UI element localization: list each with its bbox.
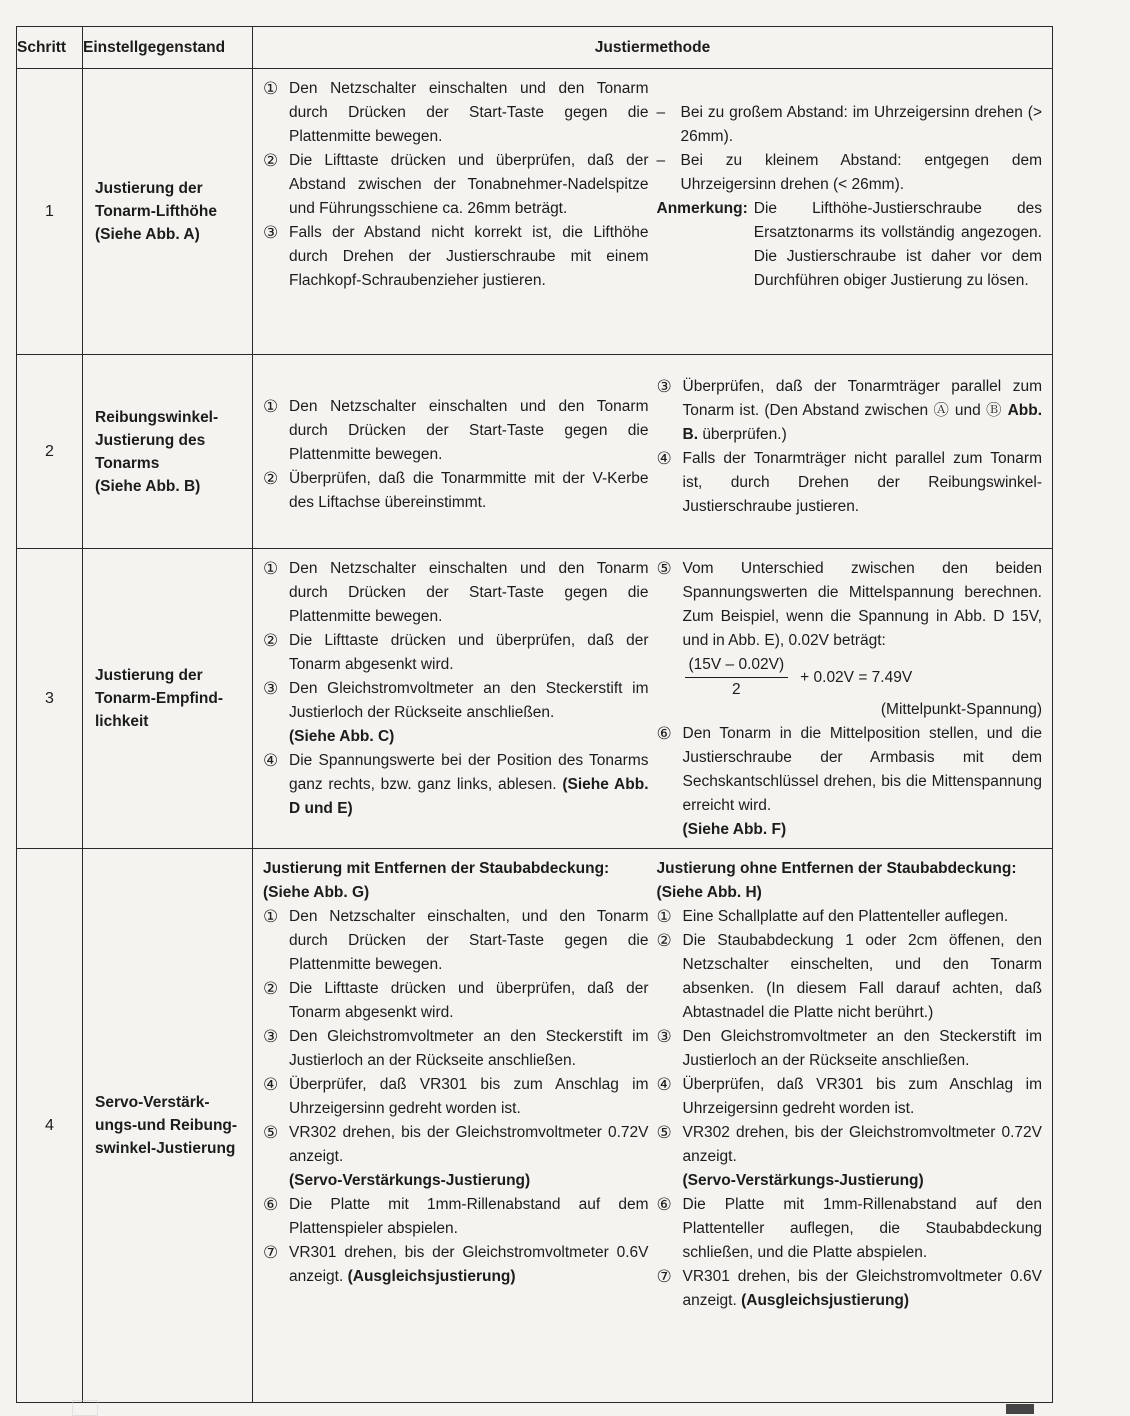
list-item xyxy=(657,929,1043,1025)
header-step: Schritt xyxy=(17,27,83,69)
step-text: Bei zu großem Abstand: im Uhrzeigersinn drehen (> 26mm). xyxy=(680,104,1042,145)
note xyxy=(657,197,1043,293)
step-marker: ⑤ xyxy=(263,1123,279,1142)
step-marker: ② xyxy=(263,979,279,998)
step-marker: ② xyxy=(263,469,279,488)
adjustment-subject xyxy=(83,355,253,549)
subject-line: lichkeit xyxy=(95,713,149,730)
list-item xyxy=(263,905,649,977)
method-left-column xyxy=(259,557,653,842)
method-right-column xyxy=(653,557,1047,842)
method-left-column xyxy=(259,363,653,542)
step-text: Überprüfer, daß VR301 bis zum Anschlag im Uhrzeigersinn gedreht worden ist. xyxy=(289,1076,649,1117)
subject-line: Tonarms xyxy=(95,454,160,472)
step-marker: ⑦ xyxy=(263,1243,279,1262)
subject-line: Justierung der xyxy=(95,180,203,197)
table-header-row xyxy=(17,27,1053,69)
method-right-column xyxy=(653,363,1047,542)
step-text: Die Lifttaste drücken und überprüfen, daß der Tonarm abgesenkt wird. xyxy=(289,980,649,1021)
figure-reference: Abb. B. xyxy=(682,402,1042,443)
list-item xyxy=(263,467,649,515)
list-item xyxy=(263,77,649,149)
step-text-paren: (Den Abstand zwischen Ⓐ und Ⓑ xyxy=(764,402,1003,419)
figure-reference: (Siehe Abb. F) xyxy=(682,821,787,838)
step-number: 4 xyxy=(17,849,83,1403)
header-subject: Einstellgegenstand xyxy=(83,27,253,69)
list-item xyxy=(657,905,1043,929)
step-marker: ⑦ xyxy=(656,1267,672,1286)
adjustment-method xyxy=(253,849,1053,1403)
step-text: Die Spannungswerte bei der Position des Tonarms ganz rechts, bzw. ganz links, ablesen. xyxy=(289,752,649,793)
step-marker: ② xyxy=(656,931,672,950)
list-item xyxy=(657,1073,1043,1121)
list-item xyxy=(263,395,649,467)
step-text: VR301 drehen, bis der Gleichstromvoltmeter 0.6V anzeigt. xyxy=(289,1244,649,1285)
step-text: Überprüfen, daß der Tonarmträger parallel zum Tonarm ist. xyxy=(682,378,1042,419)
formula-numerator: (15V – 0.02V) xyxy=(685,653,789,678)
list-item xyxy=(263,977,649,1025)
subject-line: (Siehe Abb. A) xyxy=(95,226,200,243)
step-bold-note: (Servo-Verstärkungs-Justierung) xyxy=(289,1172,531,1189)
list-item xyxy=(263,149,649,221)
step-text: Den Tonarm in die Mittelposition stellen, und die Justierschraube der Armbasis mit dem Sechskantschlüssel drehen, bis die Mittenspannung erreicht wird. xyxy=(682,725,1042,814)
step-marker: ③ xyxy=(656,1027,672,1046)
list-item xyxy=(263,1025,649,1073)
table-row xyxy=(17,849,1053,1403)
subject-line: Reibungswinkel- xyxy=(95,408,219,426)
adjustment-table xyxy=(16,26,1053,1403)
list-item xyxy=(657,1121,1043,1193)
list-item xyxy=(657,375,1043,447)
step-text: VR302 drehen, bis der Gleichstromvoltmeter 0.72V anzeigt. xyxy=(289,1124,649,1165)
method-right-column xyxy=(653,857,1047,1396)
step-marker: ⑥ xyxy=(656,1195,672,1214)
step-marker: ③ xyxy=(263,1027,279,1046)
list-item xyxy=(657,557,1043,653)
table-row xyxy=(17,549,1053,849)
list-item xyxy=(263,677,649,749)
method-left-column xyxy=(259,857,653,1396)
step-marker: ③ xyxy=(263,223,279,242)
step-number: 3 xyxy=(17,549,83,849)
note-label: Anmerkung: xyxy=(656,200,748,217)
step-marker: ④ xyxy=(656,1075,672,1094)
step-marker: ③ xyxy=(656,377,672,396)
subject-line: Servo-Verstärk- xyxy=(95,1094,210,1111)
step-text: Den Gleichstromvoltmeter an den Steckerstift im Justierloch an der Rückseite anschließen. xyxy=(289,1028,649,1069)
formula xyxy=(685,653,1043,702)
step-text: Falls der Abstand nicht korrekt ist, die Lifthöhe durch Drehen der Justierschraube mit einem Flachkopf-Schraubenzieher justieren. xyxy=(289,224,649,289)
list-item xyxy=(657,1193,1043,1265)
list-item xyxy=(657,1025,1043,1073)
subject-line: swinkel-Justierung xyxy=(95,1140,236,1157)
list-item xyxy=(657,722,1043,842)
step-text: Die Lifttaste drücken und überprüfen, daß der Tonarm abgesenkt wird. xyxy=(289,632,649,673)
step-text: VR301 drehen, bis der Gleichstromvoltmeter 0.6V anzeigt. xyxy=(682,1268,1042,1309)
step-bold-note: (Ausgleichsjustierung) xyxy=(741,1292,910,1309)
list-item xyxy=(263,749,649,821)
step-text: Den Netzschalter einschalten und den Tonarm durch Drücken der Start-Taste gegen die Plattenmitte bewegen. xyxy=(289,398,649,463)
adjustment-method xyxy=(253,355,1053,549)
figure-reference: (Siehe Abb. C) xyxy=(289,728,395,745)
step-text: Die Platte mit 1mm-Rillenabstand auf dem Plattenspieler abspielen. xyxy=(289,1196,649,1237)
step-text-tail: überprüfen.) xyxy=(702,426,787,443)
list-item xyxy=(263,1241,649,1289)
section-heading: Justierung ohne Entfernen der Staubabdeckung: (Siehe Abb. H) xyxy=(656,860,1017,901)
adjustment-subject xyxy=(83,69,253,355)
step-number: 1 xyxy=(17,69,83,355)
step-marker: ③ xyxy=(263,679,279,698)
note-text: Die Lifthöhe-Justierschraube des Ersatztonarms its vollständig angezogen. Die Justierschraube ist daher vor dem Durchführen obiger Justierung zu lösen. xyxy=(753,200,1042,289)
dash-marker: – xyxy=(656,104,666,121)
list-item xyxy=(657,447,1043,519)
list-item xyxy=(657,1265,1043,1313)
method-right-column xyxy=(653,77,1047,348)
step-marker: ① xyxy=(263,397,279,416)
step-marker: ④ xyxy=(263,751,279,770)
list-item xyxy=(263,1073,649,1121)
subject-line: Justierung des xyxy=(95,431,206,449)
list-item xyxy=(263,1193,649,1241)
header-method: Justiermethode xyxy=(253,27,1053,69)
subject-line: Tonarm-Empfind- xyxy=(95,690,224,707)
step-marker: ① xyxy=(263,907,279,926)
step-text: Überprüfen, daß VR301 bis zum Anschlag im Uhrzeigersinn gedreht worden ist. xyxy=(682,1076,1042,1117)
step-text: Den Gleichstromvoltmeter an den Steckerstift im Justierloch der Rückseite anschließen. xyxy=(289,680,649,721)
step-marker: ④ xyxy=(263,1075,279,1094)
step-text: Den Netzschalter einschalten und den Tonarm durch Drücken der Start-Taste gegen die Plattenmitte bewegen. xyxy=(289,560,649,625)
step-bold-note: (Servo-Verstärkungs-Justierung) xyxy=(682,1172,924,1189)
step-marker: ① xyxy=(263,79,279,98)
step-marker: ⑤ xyxy=(656,559,672,578)
adjustment-subject xyxy=(83,549,253,849)
step-text: Die Platte mit 1mm-Rillenabstand auf den Plattenteller auflegen, die Staubabdeckung schließen, und die Platte abspielen. xyxy=(682,1196,1042,1261)
figure-reference: (Siehe Abb. D und E) xyxy=(289,776,649,817)
step-text: Den Netzschalter einschalten und den Tonarm durch Drücken der Start-Taste gegen die Plattenmitte bewegen. xyxy=(289,80,649,145)
step-text: VR302 drehen, bis der Gleichstromvoltmeter 0.72V anzeigt. xyxy=(682,1124,1042,1165)
formula-label: (Mittelpunkt-Spannung) xyxy=(880,701,1042,718)
step-text: Die Staubabdeckung 1 oder 2cm öffenen, den Netzschalter einschelten, und den Tonarm absenken. (In diesem Fall darauf achten, daß Abtastnadel die Platte nicht berührt.) xyxy=(682,932,1042,1021)
step-text: Eine Schallplatte auf den Plattenteller auflegen. xyxy=(682,908,1009,925)
step-text: Den Netzschalter einschalten, und den Tonarm durch Drücken der Start-Taste gegen die Plattenmitte bewegen. xyxy=(289,908,649,973)
step-text: Den Gleichstromvoltmeter an den Steckerstift im Justierloch an der Rückseite anschließen. xyxy=(682,1028,1042,1069)
step-marker: ② xyxy=(263,151,279,170)
adjustment-subject xyxy=(83,849,253,1403)
step-marker: ⑤ xyxy=(656,1123,672,1142)
step-bold-note: (Ausgleichsjustierung) xyxy=(347,1268,516,1285)
table-row xyxy=(17,69,1053,355)
step-marker: ① xyxy=(263,559,279,578)
list-item xyxy=(263,221,649,293)
list-item xyxy=(263,629,649,677)
method-left-column xyxy=(259,77,653,348)
subject-line: ungs-und Reibung- xyxy=(95,1117,238,1134)
section-heading: Justierung mit Entfernen der Staubabdeckung: (Siehe Abb. G) xyxy=(263,860,610,901)
list-item xyxy=(657,101,1043,149)
adjustment-method xyxy=(253,549,1053,849)
step-text: Bei zu kleinem Abstand: entgegen dem Uhrzeigersinn drehen (< 26mm). xyxy=(680,152,1042,193)
dash-marker: – xyxy=(656,152,666,169)
subject-line: Tonarm-Lifthöhe xyxy=(95,203,217,220)
step-text: Die Lifttaste drücken und überprüfen, daß der Abstand zwischen der Tonabnehmer-Nadelspitze und Führungsschiene ca. 26mm beträgt. xyxy=(289,152,649,217)
formula-denominator: 2 xyxy=(732,681,741,698)
step-text: Falls der Tonarmträger nicht parallel zum Tonarm ist, durch Drehen der Reibungswinkel-Justierschraube justieren. xyxy=(682,450,1042,515)
step-number: 2 xyxy=(17,355,83,549)
list-item xyxy=(263,557,649,629)
adjustment-method xyxy=(253,69,1053,355)
step-text: Vom Unterschied zwischen den beiden Spannungswerten die Mittelspannung berechnen. Zum Beispiel, wenn die Spannung in Abb. D 15V, und in Abb. E), 0.02V beträgt: xyxy=(682,560,1042,649)
step-marker: ⑥ xyxy=(656,724,672,743)
list-item xyxy=(263,1121,649,1193)
formula-result: + 0.02V = 7.49V xyxy=(800,668,913,686)
step-marker: ④ xyxy=(656,449,672,468)
list-item xyxy=(657,149,1043,197)
subject-line: Justierung der xyxy=(95,667,203,684)
page-tab-mark xyxy=(1006,1404,1034,1414)
subject-line: (Siehe Abb. B) xyxy=(95,477,201,495)
step-text: Überprüfen, daß die Tonarmmitte mit der V-Kerbe des Liftachse übereinstimmt. xyxy=(289,470,649,511)
step-marker: ② xyxy=(263,631,279,650)
step-marker: ⑥ xyxy=(263,1195,279,1214)
step-marker: ① xyxy=(656,907,672,926)
table-row xyxy=(17,355,1053,549)
